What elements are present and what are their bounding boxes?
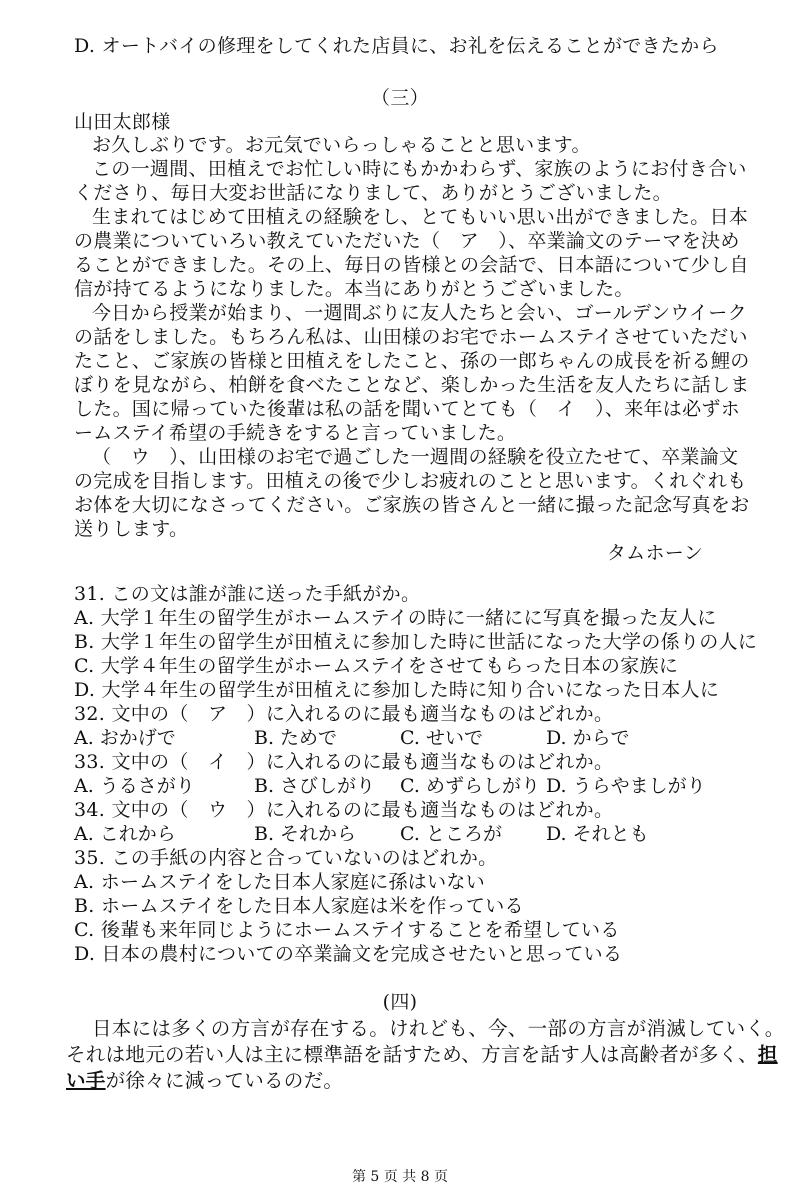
question-32-option-c: C. せいで [400, 727, 483, 749]
prev-question-option-d: D. オートバイの修理をしてくれた店員に、お礼を伝えることができたから [74, 35, 719, 57]
letter-line: 送りします。 [74, 518, 189, 540]
question-35-option-c: C. 後輩も来年同じようにホームステイすることを希望している [74, 919, 620, 941]
question-35-option-b: B. ホームステイをした日本人家庭は米を作っている [74, 895, 524, 917]
question-32-option-b: B. ためで [254, 727, 338, 749]
question-35-option-d: D. 日本の農村についての卒業論文を完成させたいと思っている [74, 943, 623, 965]
question-34-option-c: C. ところが [400, 823, 502, 845]
underlined-term: い手 [66, 1069, 106, 1092]
passage-line: 日本には多くの方言が存在する。けれども、今、一部の方言が消滅していく。 [92, 1017, 785, 1040]
letter-line: この一週間、田植えでお忙しい時にもかかわらず、家族のようにお付き合い [92, 158, 747, 180]
letter-line: たこと、ご家族の皆様と田植えをしたこと、孫の一郎ちゃんの成長を祈る鯉の [74, 350, 750, 372]
letter-line: の話をしました。もちろん私は、山田様のお宅でホームステイさせていただい [74, 326, 748, 348]
letter-line: お久しぶりです。お元気でいらっしゃることと思います。 [92, 134, 591, 156]
letter-line: 生まれてはじめて田植えの経験をし、とてもいい思い出ができました。日本 [92, 206, 749, 228]
section-4-heading: (四) [382, 991, 418, 1013]
letter-line: の農業についていろい教えていただいた（ ア ）、卒業論文のテーマを決め [74, 230, 740, 252]
question-33-option-d: D. うらやましがり [546, 775, 706, 797]
letter-line: ームステイ希望の手続きをすると言っていました。 [74, 422, 517, 444]
letter-salutation: 山田太郎様 [74, 111, 171, 133]
question-31-option-a: A. 大学１年生の留学生がホームステイの時に一緒にに写真を撮った友人に [74, 607, 717, 629]
question-31-option-c: C. 大学４年生の留学生がホームステイをさせてもらった日本の家族に [74, 655, 679, 677]
letter-line: の完成を目指します。田植えの後で少しお疲れのことと思います。くれぐれも [74, 470, 747, 492]
letter-line: ぼりを見ながら、柏餅を食べたことなど、楽しかった生活を友人たちに話しま [74, 374, 750, 396]
underlined-term: 担 [757, 1043, 778, 1066]
question-34-option-a: A. これから [74, 823, 176, 845]
question-31-option-b: B. 大学１年生の留学生が田植えに参加した時に世話になった大学の係りの人に [74, 631, 758, 653]
letter-signature: タムホーン [606, 542, 703, 564]
page-footer: 第 5 页 共 8 页 [351, 1169, 449, 1185]
question-32-stem: 32. 文中の（ ア ）に入れるのに最も適当なものはどれか。 [74, 703, 614, 725]
letter-line: お体を大切になさってください。ご家族の皆さんと一緒に撮った記念写真をお [74, 494, 750, 516]
letter-line: くださり、毎日大変お世話になりまして、ありがとうございました。 [74, 182, 672, 204]
question-32-option-d: D. からで [546, 727, 630, 749]
letter-line: 今日から授業が始まり、一週間ぶりに友人たちと会い、ゴールデンウイーク [92, 302, 747, 324]
passage-line [66, 1069, 726, 1093]
question-33-option-a: A. うるさがり [74, 775, 195, 797]
question-34-option-d: D. それとも [546, 823, 649, 845]
section-3-heading: （三） [371, 87, 429, 109]
question-31-stem: 31. この文は誰が誰に送った手紙がか。 [74, 583, 421, 605]
passage-line [66, 1043, 778, 1067]
letter-line: した。国に帰っていた後輩は私の話を聞いてとても（ イ ）、来年は必ずホ [74, 398, 741, 420]
question-34-stem: 34. 文中の（ ウ ）に入れるのに最も適当なものはどれか。 [74, 799, 614, 821]
question-33-option-c: C. めずらしがり [400, 775, 540, 797]
letter-line: （ ウ ）、山田様のお宅で過ごした一週間の経験を役立たせて、卒業論文 [92, 446, 739, 468]
question-31-option-d: D. 大学４年生の留学生が田植えに参加した時に知り合いになった日本人に [74, 679, 720, 701]
question-35-option-a: A. ホームステイをした日本人家庭に孫はいない [74, 871, 485, 893]
question-32-option-a: A. おかげで [74, 727, 176, 749]
letter-line: ることができました。その上、毎日の皆様との会話で、日本語について少し自 [74, 254, 749, 276]
question-35-stem: 35. この手紙の内容と合っていないのはどれか。 [74, 847, 498, 869]
passage-text: それは地元の若い人は主に標準語を話すため、方言を話す人は高齢者が多く、 [66, 1043, 758, 1066]
question-34-option-b: B. それから [254, 823, 357, 845]
question-33-stem: 33. 文中の（ イ ）に入れるのに最も適当なものはどれか。 [74, 751, 614, 773]
passage-text: が徐々に減っているのだ。 [105, 1069, 344, 1092]
question-33-option-b: B. さびしがり [254, 775, 376, 797]
letter-line: 信が持てるようになりました。本当にありがとうございました。 [74, 278, 634, 300]
